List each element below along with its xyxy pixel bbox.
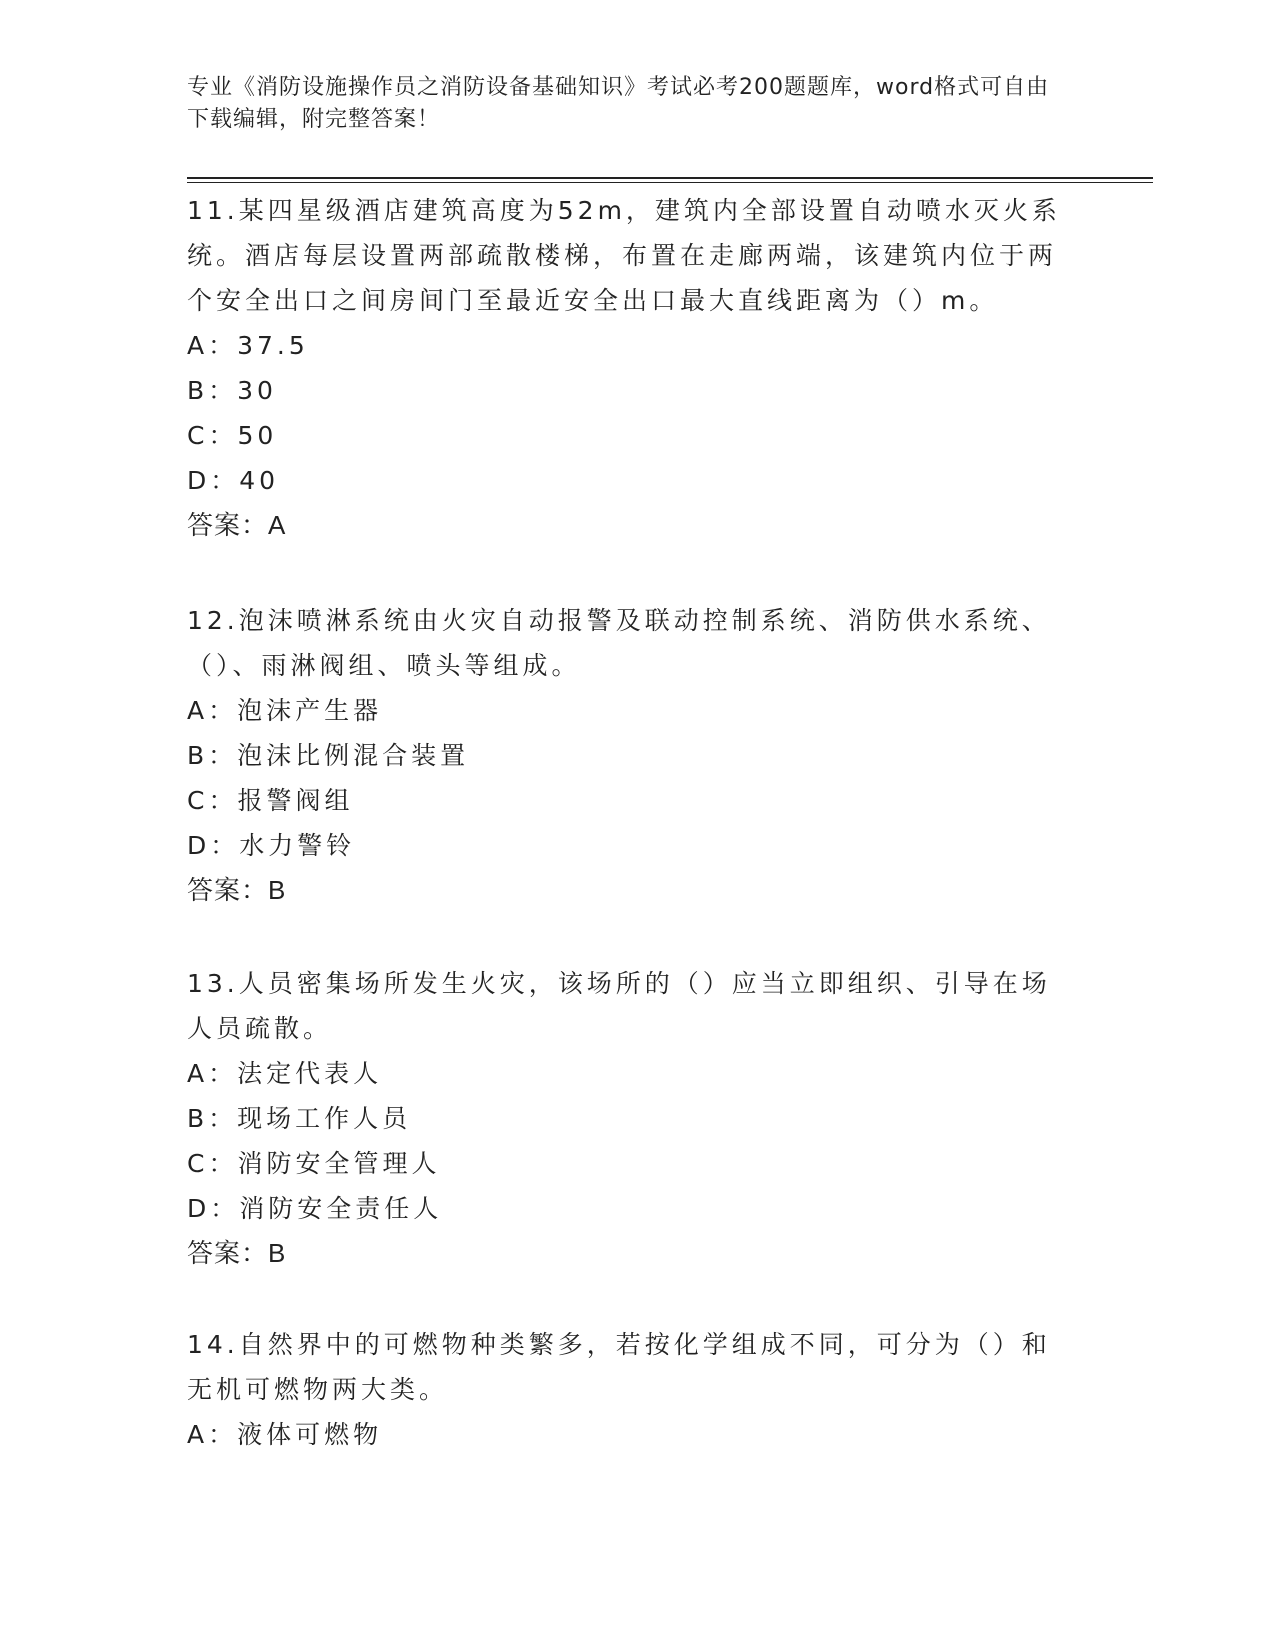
- question-text: 14.自然界中的可燃物种类繁多，若按化学组成不同，可分为（）和无机可燃物两大类。: [187, 1330, 1051, 1404]
- answer-line: 答案：B: [187, 1238, 287, 1268]
- option-c: C：50: [187, 421, 278, 450]
- question-text: 11.某四星级酒店建筑高度为52m，建筑内全部设置自动喷水灭火系统。酒店每层设置两部疏散楼梯，布置在走廊两端，该建筑内位于两个安全出口之间房间门至最近安全出口最大直线距离为（）m。: [187, 196, 1061, 315]
- header-divider-thick: [187, 177, 1153, 179]
- header-divider-thin: [187, 182, 1153, 183]
- question-text: 12.泡沫喷淋系统由火灾自动报警及联动控制系统、消防供水系统、（）、雨淋阀组、喷头等组成。: [187, 606, 1051, 680]
- option-c: C：报警阀组: [187, 786, 354, 815]
- option-d: D：40: [187, 466, 280, 495]
- option-b: B：现场工作人员: [187, 1104, 412, 1133]
- option-a: A：液体可燃物: [187, 1420, 383, 1449]
- option-d: D：水力警铃: [187, 831, 356, 860]
- option-c: C：消防安全管理人: [187, 1149, 441, 1178]
- option-a: A：法定代表人: [187, 1059, 383, 1088]
- option-a: A：37.5: [187, 331, 309, 360]
- option-b: B：泡沫比例混合装置: [187, 741, 470, 770]
- answer-line: 答案：A: [187, 510, 287, 540]
- option-b: B：30: [187, 376, 277, 405]
- option-a: A：泡沫产生器: [187, 696, 383, 725]
- option-d: D：消防安全责任人: [187, 1194, 443, 1223]
- question-14: [187, 1322, 1067, 1457]
- document-header: 专业《消防设施操作员之消防设备基础知识》考试必考200题题库，word格式可自由下载编辑，附完整答案！: [187, 75, 1050, 132]
- question-12: [187, 598, 1067, 913]
- question-text: 13.人员密集场所发生火灾，该场所的（）应当立即组织、引导在场人员疏散。: [187, 969, 1051, 1043]
- answer-line: 答案：B: [187, 875, 287, 905]
- question-13: [187, 961, 1067, 1276]
- question-11: [187, 188, 1067, 548]
